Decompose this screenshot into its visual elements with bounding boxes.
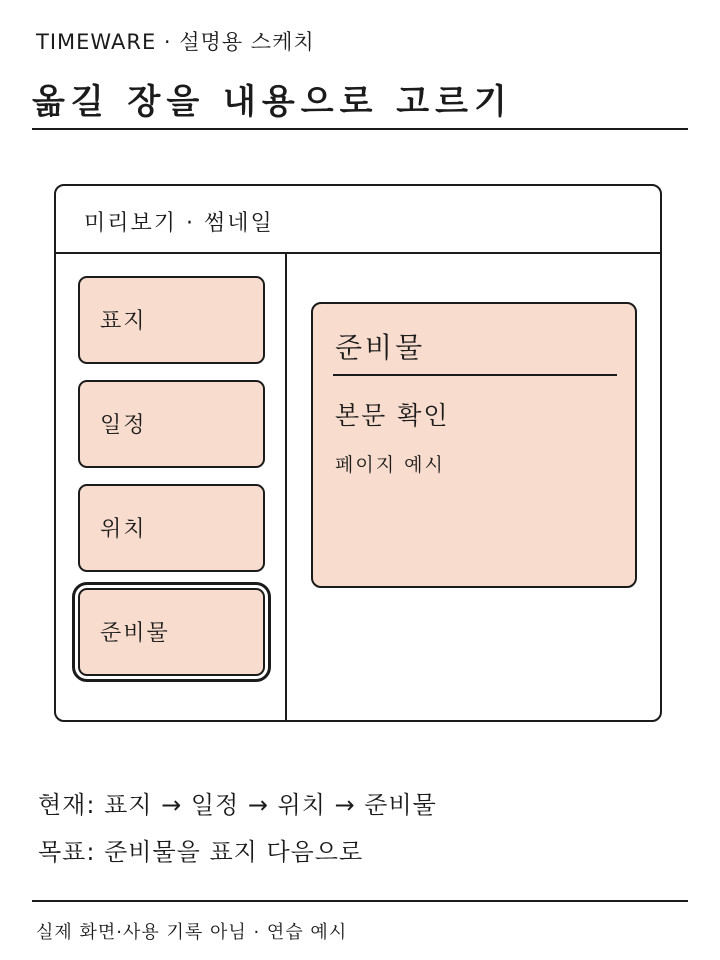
thumbnail-schedule[interactable] [78, 380, 265, 468]
thumbnail-label: 일정 [100, 413, 147, 438]
detail-divider [333, 374, 617, 376]
thumbnail-label: 표지 [100, 309, 147, 334]
goal-order-text: 목표: 준비물을 표지 다음으로 [38, 838, 364, 866]
panel-divider [285, 254, 287, 720]
footer-note: 실제 화면·사용 기록 아님 · 연습 예시 [36, 922, 348, 943]
detail-title: 준비물 [335, 331, 426, 364]
title-underline [32, 128, 688, 130]
detail-body-text: 페이지 예시 [335, 454, 445, 476]
current-order-text: 현재: 표지 → 일정 → 위치 → 준비물 [38, 791, 437, 819]
detail-body-heading: 본문 확인 [335, 401, 450, 430]
page-detail-card [311, 302, 637, 588]
header-kicker: TIMEWARE · 설명용 스케치 [36, 30, 315, 54]
footer-rule [32, 900, 688, 902]
thumbnail-cover[interactable] [78, 276, 265, 364]
page-title: 옮길 장을 내용으로 고르기 [32, 82, 513, 122]
thumbnail-location[interactable] [78, 484, 265, 572]
preview-window-header [56, 186, 660, 254]
thumbnail-supplies-selected[interactable] [78, 588, 265, 676]
thumbnail-label: 준비물 [100, 621, 170, 646]
preview-window-title: 미리보기 · 썸네일 [84, 211, 274, 236]
thumbnail-label: 위치 [100, 517, 147, 542]
preview-window [54, 184, 662, 722]
